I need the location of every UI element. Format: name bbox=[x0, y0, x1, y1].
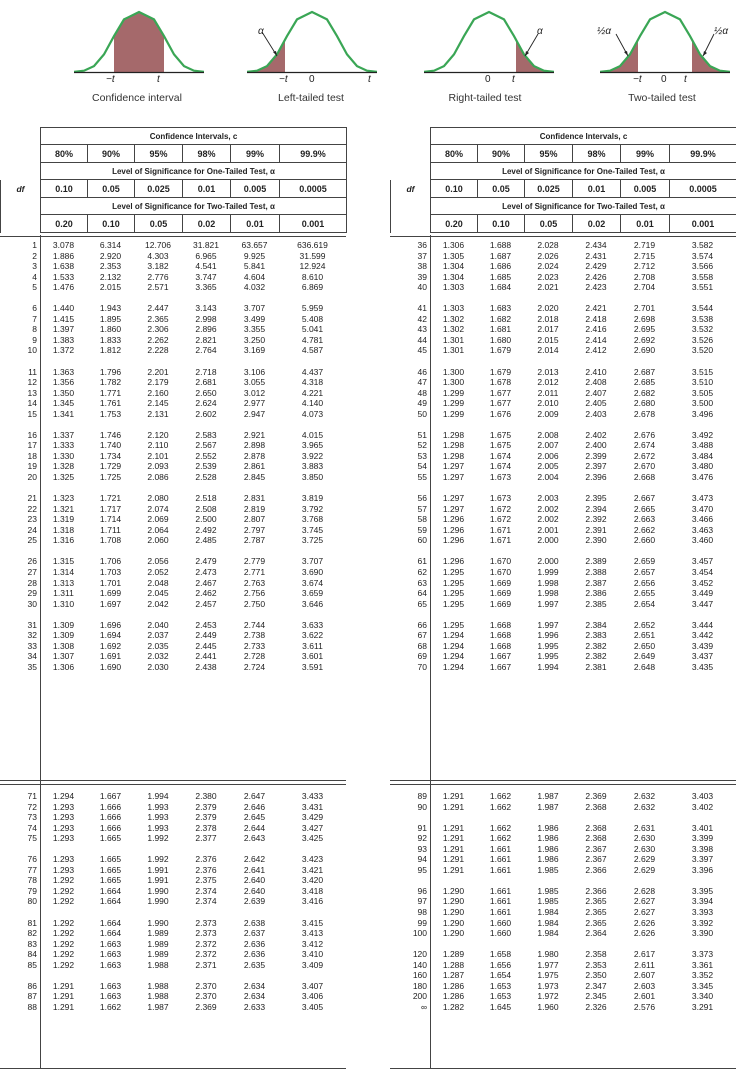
t-column-099: 2.647 2.646 2.645 2.644 2.643 2.642 2.641 2.640 2.640 2.639 2.638 2.637 2.636 2.636 2.635 2.634 2.634 2.633 bbox=[243, 791, 266, 1012]
two-neg-t-label: −t bbox=[633, 74, 642, 85]
one-tailed-alpha: 0.0005 bbox=[280, 180, 347, 198]
right-top-body-line bbox=[390, 236, 736, 237]
confidence-interval-curve bbox=[74, 4, 204, 82]
t-column-099: 2.632 2.632 2.631 2.630 2.630 2.629 2.629 2.628 2.627 2.627 2.626 2.626 2.617 2.611 2.607 2.603 2.601 2.576 bbox=[633, 791, 656, 1012]
df-column: 1 2 3 4 5 6 7 8 9 10 11 12 13 14 15 16 17 18 19 20 21 22 23 24 25 26 27 28 29 30 31 32 33 34 35 bbox=[27, 240, 37, 672]
right-zero-label: 0 bbox=[485, 74, 491, 85]
confidence-99: 99% bbox=[621, 145, 670, 163]
t-column-0999: 3.403 3.402 3.401 3.399 3.398 3.397 3.396 3.395 3.394 3.393 3.392 3.390 3.373 3.361 3.352 3.345 3.340 3.291 bbox=[691, 791, 714, 1012]
two-tailed-alpha: 0.05 bbox=[525, 215, 573, 233]
confidence-interval-caption: Confidence interval bbox=[92, 92, 182, 104]
confidence-95: 95% bbox=[135, 145, 183, 163]
df-column: 89 90 91 92 93 94 95 96 97 98 99 100 120 140 160 180 200 ∞ bbox=[412, 791, 427, 1012]
confidence-80: 80% bbox=[431, 145, 478, 163]
t-column-095: 12.706 4.303 3.182 2.776 2.571 2.447 2.365 2.306 2.262 2.228 2.201 2.179 2.160 2.145 2.131 2.120 2.110 2.101 2.093 2.086 2.080 2.074 2.069 2.064 2.060 2.056 2.052 2.048 2.045 2.042 2.040 2.037 2.035 2.032 2.030 bbox=[145, 240, 171, 672]
left-t-label: t bbox=[368, 74, 371, 85]
one-tailed-alpha: 0.01 bbox=[183, 180, 231, 198]
df-header: df bbox=[391, 180, 431, 198]
one-tailed-alpha: 0.025 bbox=[525, 180, 573, 198]
right-header-table bbox=[390, 127, 736, 233]
confidence-999: 99.9% bbox=[670, 145, 736, 163]
t-column-0999: 3.433 3.431 3.429 3.427 3.425 3.423 3.421 3.420 3.418 3.416 3.415 3.413 3.412 3.410 3.409 3.407 3.406 3.405 bbox=[301, 791, 324, 1012]
t-column-098: 2.434 2.431 2.429 2.426 2.423 2.421 2.418 2.416 2.414 2.412 2.410 2.408 2.407 2.405 2.403 2.402 2.400 2.399 2.397 2.396 2.395 2.394 2.392 2.391 2.390 2.389 2.388 2.387 2.386 2.385 2.384 2.383 2.382 2.382 2.381 bbox=[585, 240, 607, 672]
one-tailed-alpha: 0.025 bbox=[135, 180, 183, 198]
left-neg-t-label: −t bbox=[279, 74, 288, 85]
two-tailed-title: Level of Significance for Two-Tailed Test, α bbox=[41, 198, 347, 215]
one-tailed-alpha: 0.05 bbox=[478, 180, 525, 198]
left-section-divider bbox=[0, 780, 346, 781]
two-tailed-alpha: 0.05 bbox=[135, 215, 183, 233]
left-tailed-caption: Left-tailed test bbox=[278, 92, 344, 104]
t-column-098: 2.369 2.368 2.368 2.368 2.367 2.367 2.366 2.366 2.365 2.365 2.365 2.364 2.358 2.353 2.350 2.347 2.345 2.326 bbox=[585, 791, 607, 1012]
confidence-90: 90% bbox=[88, 145, 135, 163]
two-tailed-alpha: 0.01 bbox=[231, 215, 280, 233]
confidence-intervals-title: Confidence Intervals, c bbox=[431, 128, 736, 145]
two-tailed-alpha: 0.20 bbox=[431, 215, 478, 233]
confidence-90: 90% bbox=[478, 145, 525, 163]
t-column-098: 31.821 6.965 4.541 3.747 3.365 3.143 2.998 2.896 2.821 2.764 2.718 2.681 2.650 2.624 2.602 2.583 2.567 2.552 2.539 2.528 2.518 2.508 2.500 2.492 2.485 2.479 2.473 2.467 2.462 2.457 2.453 2.449 2.445 2.441 2.438 bbox=[193, 240, 219, 672]
confidence-999: 99.9% bbox=[280, 145, 347, 163]
left-header-table bbox=[0, 127, 347, 233]
right-bottom-section bbox=[390, 791, 736, 1012]
right-bottom-line bbox=[390, 1068, 736, 1069]
two-zero-label: 0 bbox=[661, 74, 667, 85]
one-tailed-alpha: 0.10 bbox=[41, 180, 88, 198]
t-column-090: 6.314 2.920 2.353 2.132 2.015 1.943 1.895 1.860 1.833 1.812 1.796 1.782 1.771 1.761 1.753 1.746 1.740 1.734 1.729 1.725 1.721 1.717 1.714 1.711 1.708 1.706 1.703 1.701 1.699 1.697 1.696 1.694 1.692 1.691 1.690 bbox=[99, 240, 122, 672]
confidence-80: 80% bbox=[41, 145, 88, 163]
t-column-080: 1.291 1.291 1.291 1.291 1.291 1.291 1.291 1.290 1.290 1.290 1.290 1.290 1.289 1.288 1.287 1.286 1.286 1.282 bbox=[442, 791, 465, 1012]
two-right-half-alpha-label: ½α bbox=[714, 26, 729, 37]
t-column-090: 1.667 1.666 1.666 1.666 1.665 1.665 1.665 1.665 1.664 1.664 1.664 1.664 1.663 1.663 1.663 1.663 1.663 1.662 bbox=[99, 791, 122, 1012]
confidence-99: 99% bbox=[231, 145, 280, 163]
right-tailed-caption: Right-tailed test bbox=[448, 92, 522, 104]
one-tailed-alpha: 0.0005 bbox=[670, 180, 736, 198]
df-header: df bbox=[1, 180, 41, 198]
t-column-099: 2.719 2.715 2.712 2.708 2.704 2.701 2.698 2.695 2.692 2.690 2.687 2.685 2.682 2.680 2.678 2.676 2.674 2.672 2.670 2.668 2.667 2.665 2.663 2.662 2.660 2.659 2.657 2.656 2.655 2.654 2.652 2.651 2.650 2.649 2.648 bbox=[633, 240, 656, 672]
two-tailed-alpha: 0.01 bbox=[621, 215, 670, 233]
left-top-section bbox=[0, 240, 346, 672]
two-tailed-caption: Two-tailed test bbox=[628, 92, 696, 104]
one-tailed-title: Level of Significance for One-Tailed Test, α bbox=[41, 163, 347, 180]
t-column-0999: 636.619 31.599 12.924 8.610 6.869 5.959 5.408 5.041 4.781 4.587 4.437 4.318 4.221 4.140 4.073 4.015 3.965 3.922 3.883 3.850 3.819 3.792 3.768 3.745 3.725 3.707 3.690 3.674 3.659 3.646 3.633 3.622 3.611 3.601 3.591 bbox=[297, 240, 328, 672]
two-tailed-alpha: 0.10 bbox=[478, 215, 525, 233]
t-column-080: 3.078 1.886 1.638 1.533 1.476 1.440 1.415 1.397 1.383 1.372 1.363 1.356 1.350 1.345 1.341 1.337 1.333 1.330 1.328 1.325 1.323 1.321 1.319 1.318 1.316 1.315 1.314 1.313 1.311 1.310 1.309 1.309 1.308 1.307 1.306 bbox=[52, 240, 75, 672]
confidence-intervals-title: Confidence Intervals, c bbox=[41, 128, 347, 145]
one-tailed-alpha: 0.05 bbox=[88, 180, 135, 198]
two-tailed-alpha: 0.02 bbox=[183, 215, 231, 233]
left-tailed-curve bbox=[247, 4, 377, 82]
two-tailed-curve bbox=[600, 4, 730, 82]
two-left-half-alpha-label: ½α bbox=[597, 26, 612, 37]
right-section-divider-2 bbox=[390, 784, 736, 785]
two-t-label: t bbox=[684, 74, 687, 85]
t-column-0999: 3.582 3.574 3.566 3.558 3.551 3.544 3.538 3.532 3.526 3.520 3.515 3.510 3.505 3.500 3.496 3.492 3.488 3.484 3.480 3.476 3.473 3.470 3.466 3.463 3.460 3.457 3.454 3.452 3.449 3.447 3.444 3.442 3.439 3.437 3.435 bbox=[691, 240, 714, 672]
right-top-section bbox=[390, 240, 736, 672]
confidence-98: 98% bbox=[573, 145, 621, 163]
one-tailed-alpha: 0.005 bbox=[621, 180, 670, 198]
confidence-98: 98% bbox=[183, 145, 231, 163]
t-column-095: 1.994 1.993 1.993 1.993 1.992 1.992 1.991 1.991 1.990 1.990 1.990 1.989 1.989 1.989 1.988 1.988 1.988 1.987 bbox=[147, 791, 169, 1012]
t-column-080: 1.294 1.293 1.293 1.293 1.293 1.293 1.293 1.292 1.292 1.292 1.292 1.292 1.292 1.292 1.292 1.291 1.291 1.291 bbox=[52, 791, 75, 1012]
t-column-095: 1.987 1.987 1.986 1.986 1.986 1.986 1.985 1.985 1.985 1.984 1.984 1.984 1.980 1.977 1.975 1.973 1.972 1.960 bbox=[537, 791, 559, 1012]
left-bottom-section bbox=[0, 791, 346, 1012]
t-column-095: 2.028 2.026 2.024 2.023 2.021 2.020 2.018 2.017 2.015 2.014 2.013 2.012 2.011 2.010 2.009 2.008 2.007 2.006 2.005 2.004 2.003 2.002 2.002 2.001 2.000 2.000 1.999 1.998 1.998 1.997 1.997 1.996 1.995 1.995 1.994 bbox=[537, 240, 559, 672]
left-alpha-label: α bbox=[258, 26, 264, 37]
right-tailed-curve bbox=[424, 4, 554, 82]
right-alpha-label: α bbox=[537, 26, 543, 37]
t-column-099: 63.657 9.925 5.841 4.604 4.032 3.707 3.499 3.355 3.250 3.169 3.106 3.055 3.012 2.977 2.947 2.921 2.898 2.878 2.861 2.845 2.831 2.819 2.807 2.797 2.787 2.779 2.771 2.763 2.756 2.750 2.744 2.738 2.733 2.728 2.724 bbox=[241, 240, 268, 672]
confidence-neg-t-label: −t bbox=[106, 74, 115, 85]
two-tailed-alpha: 0.10 bbox=[88, 215, 135, 233]
confidence-t-label: t bbox=[157, 74, 160, 85]
t-column-080: 1.306 1.305 1.304 1.304 1.303 1.303 1.302 1.302 1.301 1.301 1.300 1.300 1.299 1.299 1.299 1.298 1.298 1.298 1.297 1.297 1.297 1.297 1.296 1.296 1.296 1.296 1.295 1.295 1.295 1.295 1.295 1.294 1.294 1.294 1.294 bbox=[442, 240, 465, 672]
t-column-090: 1.662 1.662 1.662 1.662 1.661 1.661 1.661 1.661 1.661 1.661 1.660 1.660 1.658 1.656 1.654 1.653 1.653 1.645 bbox=[489, 791, 512, 1012]
one-tailed-title: Level of Significance for One-Tailed Test, α bbox=[431, 163, 736, 180]
right-section-divider bbox=[390, 780, 736, 781]
df-column: 36 37 38 39 40 41 42 43 44 45 46 47 48 49 50 51 52 53 54 55 56 57 58 59 60 61 62 63 64 65 66 67 68 69 70 bbox=[417, 240, 427, 672]
one-tailed-alpha: 0.005 bbox=[231, 180, 280, 198]
t-column-098: 2.380 2.379 2.379 2.378 2.377 2.376 2.376 2.375 2.374 2.374 2.373 2.373 2.372 2.372 2.371 2.370 2.370 2.369 bbox=[195, 791, 217, 1012]
df-column: 71 72 73 74 75 76 77 78 79 80 81 82 83 84 85 86 87 88 bbox=[27, 791, 37, 1012]
two-tailed-title: Level of Significance for Two-Tailed Test, α bbox=[431, 198, 736, 215]
right-t-label: t bbox=[512, 74, 515, 85]
left-bottom-line bbox=[0, 1068, 346, 1069]
two-tailed-alpha: 0.20 bbox=[41, 215, 88, 233]
two-tailed-alpha: 0.001 bbox=[280, 215, 347, 233]
one-tailed-alpha: 0.10 bbox=[431, 180, 478, 198]
left-section-divider-2 bbox=[0, 784, 346, 785]
two-tailed-alpha: 0.02 bbox=[573, 215, 621, 233]
left-top-body-line bbox=[0, 236, 346, 237]
one-tailed-alpha: 0.01 bbox=[573, 180, 621, 198]
left-zero-label: 0 bbox=[309, 74, 315, 85]
confidence-95: 95% bbox=[525, 145, 573, 163]
two-tailed-alpha: 0.001 bbox=[670, 215, 736, 233]
t-column-090: 1.688 1.687 1.686 1.685 1.684 1.683 1.682 1.681 1.680 1.679 1.679 1.678 1.677 1.677 1.676 1.675 1.675 1.674 1.674 1.673 1.673 1.672 1.672 1.671 1.671 1.670 1.670 1.669 1.669 1.669 1.668 1.668 1.668 1.667 1.667 bbox=[489, 240, 512, 672]
